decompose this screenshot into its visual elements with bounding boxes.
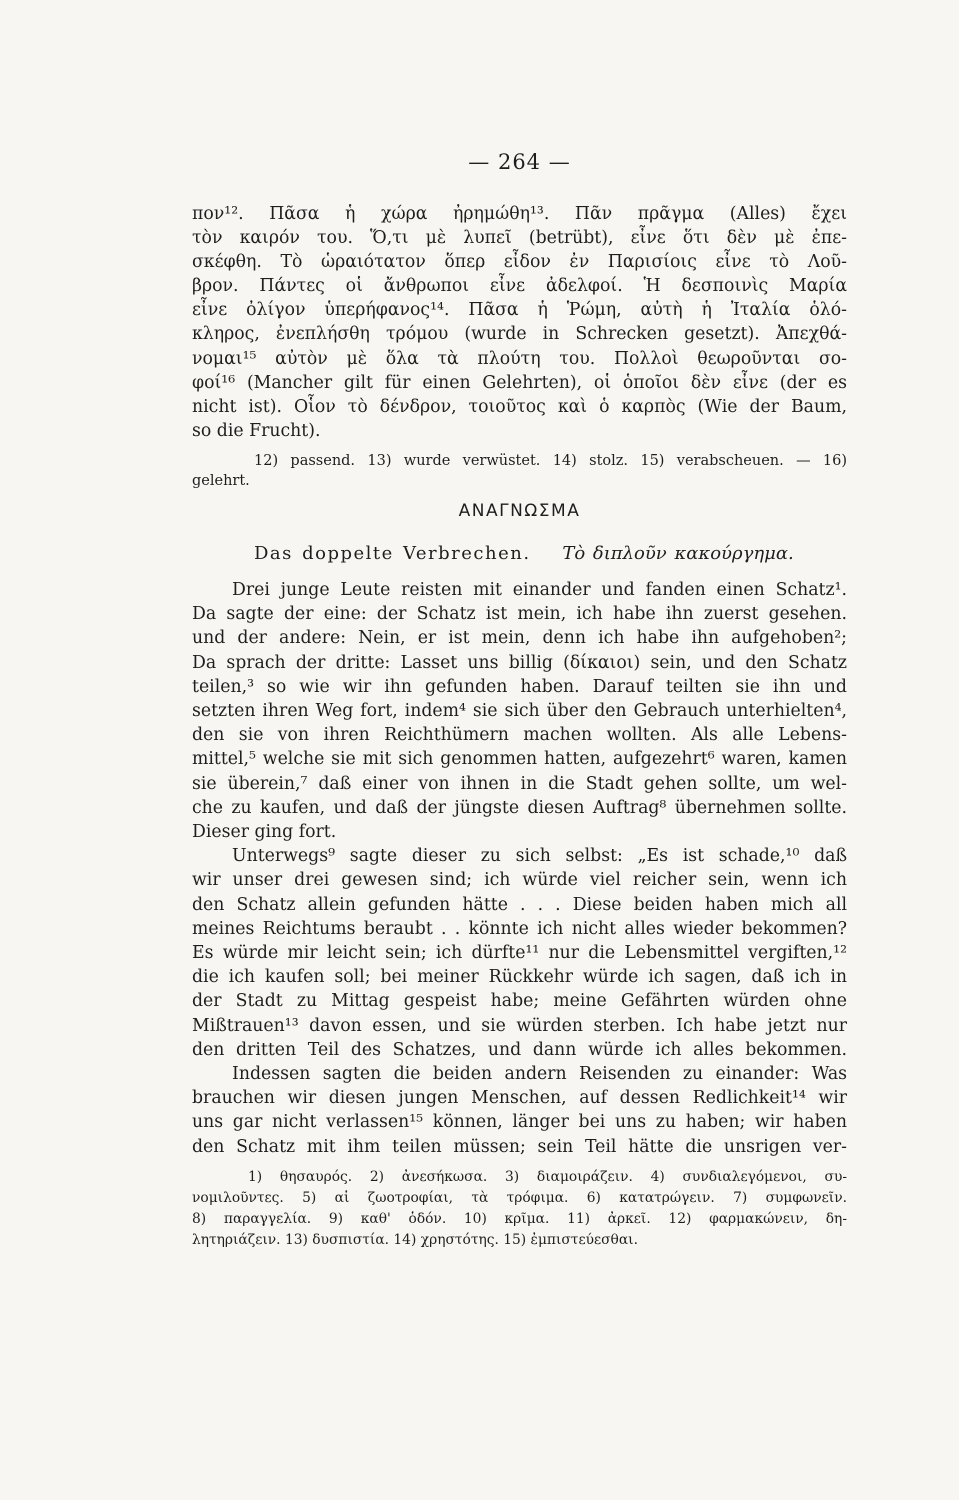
text-line: setzten ihren Weg fort, indem⁴ sie sich über den Gebrauch unterhielten⁴,	[192, 700, 847, 721]
text-line: und der andere: Nein, er ist mein, denn ich habe ihn aufgehoben²;	[192, 628, 847, 649]
footnote-line: νομιλοῦντες. 5) αἱ ζωοτροφίαι, τὰ τρόφιμα. 6) κατατρώγειν. 7) συμφωνεῖν.	[192, 1189, 847, 1206]
book-page	[192, 150, 847, 1251]
note-line: gelehrt.	[192, 472, 250, 489]
text-line: Unterwegs⁹ sagte dieser zu sich selbst: „Es ist schade,¹⁰ daß	[232, 846, 847, 867]
text-line: nicht ist). Οἷον τὸ δένδρον, τοιοῦτος καὶ ὁ καρπὸς (Wie der Baum,	[192, 396, 847, 417]
text-line: Da sagte der eine: der Schatz ist mein, ich habe ihn zuerst gesehen.	[192, 604, 847, 625]
text-line: teilen,³ so wie wir ihn gefunden haben. Darauf teilten sie ihn und	[192, 676, 847, 697]
text-line: Da sprach der dritte: Lasset uns billig (δίκαιοι) sein, und den Schatz	[192, 652, 847, 673]
text-line: den dritten Teil des Schatzes, und dann würde ich alles bekommen.	[192, 1039, 847, 1060]
text-line: Es würde mir leicht sein; ich dürfte¹¹ nur die Lebensmittel vergiften,¹²	[192, 942, 847, 963]
text-line: Drei junge Leute reisten mit einander und fanden einen Schatz¹.	[232, 579, 847, 600]
text-line: meines Reichtums beraubt . . könnte ich nicht alles wieder bekommen?	[192, 918, 847, 939]
top-notes	[192, 451, 847, 491]
section-heading: ΑΝΑΓΝΩΣΜΑ	[458, 500, 581, 521]
text-line: den sie von ihren Reichthümern machen wollten. Als alle Lebens-	[192, 725, 847, 746]
text-line: βρον. Πάντες οἱ ἄνθρωποι εἶνε ἀδελφοί. Ἡ δεσποινὶς Μαρία	[192, 276, 847, 297]
footnote-line: 1) θησαυρός. 2) ἀνεσήκωσα. 3) διαμοιράζειν. 4) συνδιαλεγόμενοι, συ-	[248, 1168, 847, 1185]
footnote-line: 8) παραγγελία. 9) καθ' ὁδόν. 10) κρῖμα. 11) ἀρκεῖ. 12) φαρμακώνειν, δη-	[192, 1210, 847, 1227]
reading-text	[192, 578, 847, 1159]
text-line: κληρος, ἐνεπλήσθη τρόμου (wurde in Schrecken gesetzt). Ἀπεχθά-	[192, 324, 847, 345]
text-line: brauchen wir diesen jungen Menschen, auf dessen Redlichkeit¹⁴ wir	[192, 1088, 847, 1109]
text-line: Mißtrauen¹³ davon essen, und sie würden sterben. Ich habe jetzt nur	[192, 1015, 847, 1036]
text-line: der Stadt zu Mittag gespeist habe; meine Gefährten würden ohne	[192, 991, 847, 1012]
text-line: Indessen sagten die beiden andern Reisenden zu einander: Was	[232, 1064, 847, 1084]
footnotes	[192, 1167, 847, 1251]
page-number: — 264 —	[468, 150, 571, 174]
text-line: che zu kaufen, und daß der jüngste diesen Auftrag⁸ übernehmen sollte.	[192, 797, 847, 818]
text-line: νομαι¹⁵ αὐτὸν μὲ ὅλα τὰ πλούτη του. Πολλοὶ θεωροῦνται σο-	[192, 348, 847, 369]
text-line: Dieser ging fort.	[192, 821, 337, 842]
text-line: wir unser drei gewesen sind; ich würde viel reicher sein, wenn ich	[192, 870, 847, 891]
reading-title-german: Das doppelte Verbrechen.	[254, 542, 531, 564]
note-line: 12) passend. 13) wurde verwüstet. 14) stolz. 15) verabscheuen. — 16)	[254, 452, 847, 469]
text-line: εἶνε ὀλίγον ὑπερήφανος¹⁴. Πᾶσα ἡ Ῥώμη, αὐτὴ ἡ Ἰταλία ὁλό-	[192, 300, 847, 321]
text-line: uns gar nicht verlassen¹⁵ können, länger bei uns zu haben; wir haben	[192, 1112, 847, 1133]
text-line: die ich kaufen soll; bei meiner Rückkehr würde ich sagen, daß ich in	[192, 967, 847, 988]
reading-title-greek: Τὸ διπλοῦν κακούργημα.	[562, 542, 794, 564]
text-line: τὸν καιρόν του. Ὅ,τι μὲ λυπεῖ (betrübt), εἶνε ὅτι δὲν μὲ ἐπε-	[192, 228, 847, 249]
text-line: so die Frucht).	[192, 420, 321, 441]
text-line: πον¹². Πᾶσα ἡ χώρα ἠρημώθη¹³. Πᾶν πρᾶγμα (Alles) ἔχει	[192, 204, 847, 224]
reading-title	[192, 543, 847, 564]
text-line: φοί¹⁶ (Mancher gilt für einen Gelehrten), οἱ ὁποῖοι δὲν εἶνε (der es	[192, 372, 847, 393]
text-line: mittel,⁵ welche sie mit sich genommen hatten, aufgezehrt⁶ waren, kamen	[192, 749, 847, 770]
top-paragraph	[192, 202, 847, 443]
text-line: sie überein,⁷ daß einer von ihnen in die Stadt gehen sollte, um wel-	[192, 773, 847, 794]
text-line: σκέφθη. Τὸ ὡραιότατον ὅπερ εἶδον ἐν Παρισίοις εἶνε τὸ Λοῦ-	[192, 252, 847, 273]
footnote-line: λητηριάζειν. 13) δυσπιστία. 14) χρηστότης. 15) ἐμπιστεύεσθαι.	[192, 1231, 638, 1248]
text-line: den Schatz allein gefunden hätte . . . Diese beiden haben mich all	[192, 894, 847, 915]
text-line: den Schatz mit ihm teilen müssen; sein Teil hätte die unsrigen ver-	[192, 1136, 847, 1157]
